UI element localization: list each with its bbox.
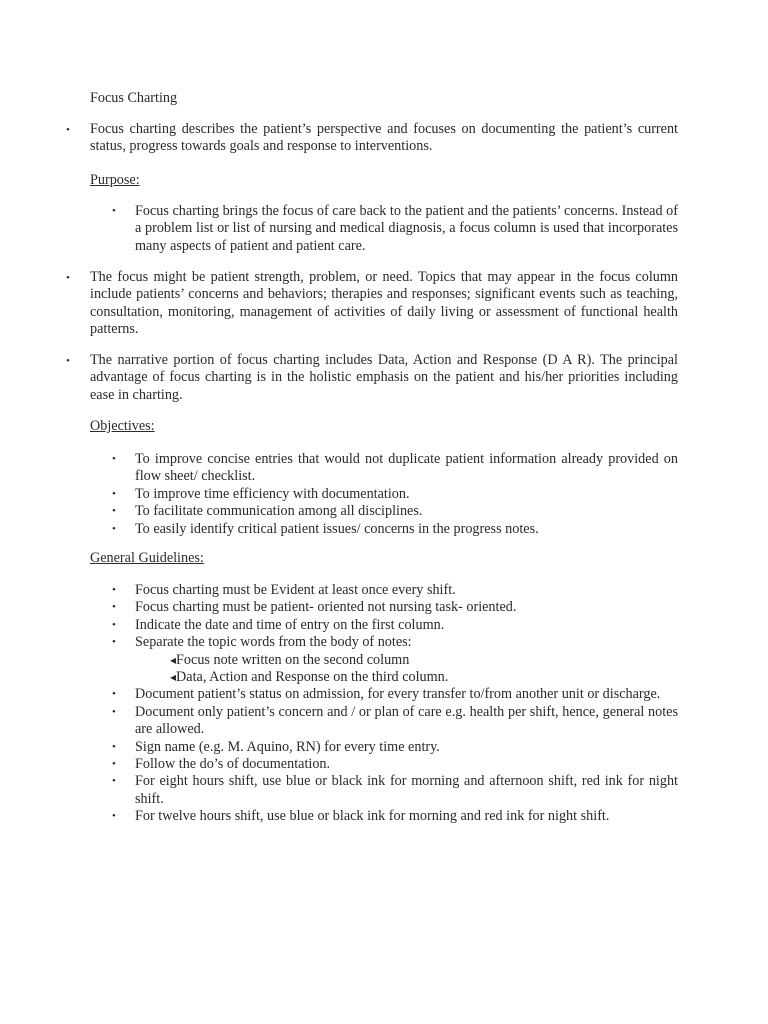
list-item-text: To improve concise entries that would not duplicate patient information already provided on flow sheet/ checklist. [135, 451, 678, 485]
bullet-dot: • [112, 601, 116, 614]
bullet-dot: • [112, 775, 116, 788]
sub-list-item [135, 669, 678, 686]
bullet-dot: • [112, 522, 116, 535]
paragraph-intro: Focus charting describes the patient’s perspective and focuses on documenting the patient’s current status, progress towards goals and response to interventions. [90, 121, 678, 155]
list-item-text: To improve time efficiency with documentation. [135, 485, 410, 502]
sub-list-item [135, 652, 678, 669]
list-item [90, 503, 678, 520]
list-item-text: Document only patient’s concern and / or plan of care e.g. health per shift, hence, general notes are allowed. [135, 703, 678, 738]
bullet-dot: • [66, 124, 70, 136]
list-item [90, 704, 678, 739]
bullet-dot: • [112, 810, 116, 823]
list-item-text: Focus charting must be patient- oriented not nursing task- oriented. [135, 599, 517, 616]
objectives-heading: Objectives: [90, 418, 155, 434]
list-item [90, 486, 678, 503]
list-item [90, 773, 678, 808]
paragraph-narrative: The narrative portion of focus charting includes Data, Action and Response (D A R). The principal advantage of focus charting is in the holistic emphasis on the patient and his/her priorities including ease in charting. [90, 352, 678, 403]
arrow-left-icon: ◂ [170, 670, 177, 685]
paragraph-focus: The focus might be patient strength, problem, or need. Topics that may appear in the focus column include patients’ concerns and behaviors; therapies and responses; significant events such as teaching, consultation, monitoring, management of activities of daily living or assessment of functional health patterns. [90, 269, 678, 338]
list-item-text: Sign name (e.g. M. Aquino, RN) for every time entry. [135, 738, 440, 755]
list-item-text: Follow the do’s of documentation. [135, 756, 331, 773]
sub-list-item-text: Focus note written on the second column [176, 651, 410, 668]
bullet-dot: • [112, 505, 116, 518]
list-item [90, 203, 678, 255]
list-item-text: Focus charting must be Evident at least once every shift. [135, 582, 456, 598]
bullet-dot: • [112, 636, 116, 649]
bullet-dot: • [112, 205, 116, 217]
bullet-dot: • [112, 758, 116, 771]
list-item-text: Focus charting brings the focus of care back to the patient and the patients’ concerns. Instead of a problem list or list of nursing and medical diagnosis, a focus column is used that incorporates many aspects of patient and patient care. [135, 203, 678, 254]
sub-list-item-text: Data, Action and Response on the third column. [176, 669, 449, 686]
guidelines-heading: General Guidelines: [90, 550, 204, 566]
list-item-text: Separate the topic words from the body of notes: [135, 634, 412, 651]
purpose-heading: Purpose: [90, 172, 140, 188]
list-item [90, 808, 678, 825]
list-item-text: For twelve hours shift, use blue or black ink for morning and red ink for night shift. [135, 808, 610, 825]
list-item [90, 451, 678, 486]
bullet-dot: • [112, 487, 116, 500]
list-item-text: To easily identify critical patient issues/ concerns in the progress notes. [135, 520, 539, 537]
objectives-list [90, 451, 678, 538]
list-item-text: Document patient’s status on admission, for every transfer to/from another unit or discharge. [135, 686, 661, 703]
list-item [90, 739, 678, 756]
list-item [90, 617, 678, 634]
arrow-left-icon: ◂ [170, 652, 177, 667]
bullet-dot: • [66, 355, 70, 367]
bullet-dot: • [112, 584, 116, 596]
list-item-text: For eight hours shift, use blue or black ink for morning and afternoon shift, red ink for night shift. [135, 773, 678, 807]
list-item [90, 756, 678, 773]
page-title: Focus Charting [90, 90, 178, 106]
purpose-list [90, 203, 678, 255]
list-item [90, 582, 678, 599]
list-item [90, 686, 678, 703]
guidelines-list [90, 582, 678, 826]
bullet-dot: • [112, 453, 116, 465]
list-item-text: Indicate the date and time of entry on the first column. [135, 616, 445, 633]
list-item [90, 521, 678, 538]
bullet-dot: • [112, 688, 116, 701]
list-item [90, 634, 678, 686]
bullet-dot: • [66, 272, 70, 284]
bullet-dot: • [112, 618, 116, 631]
bullet-dot: • [112, 740, 116, 753]
list-item-text: To facilitate communication among all disciplines. [135, 503, 423, 520]
bullet-dot: • [112, 705, 116, 718]
list-item [90, 599, 678, 616]
